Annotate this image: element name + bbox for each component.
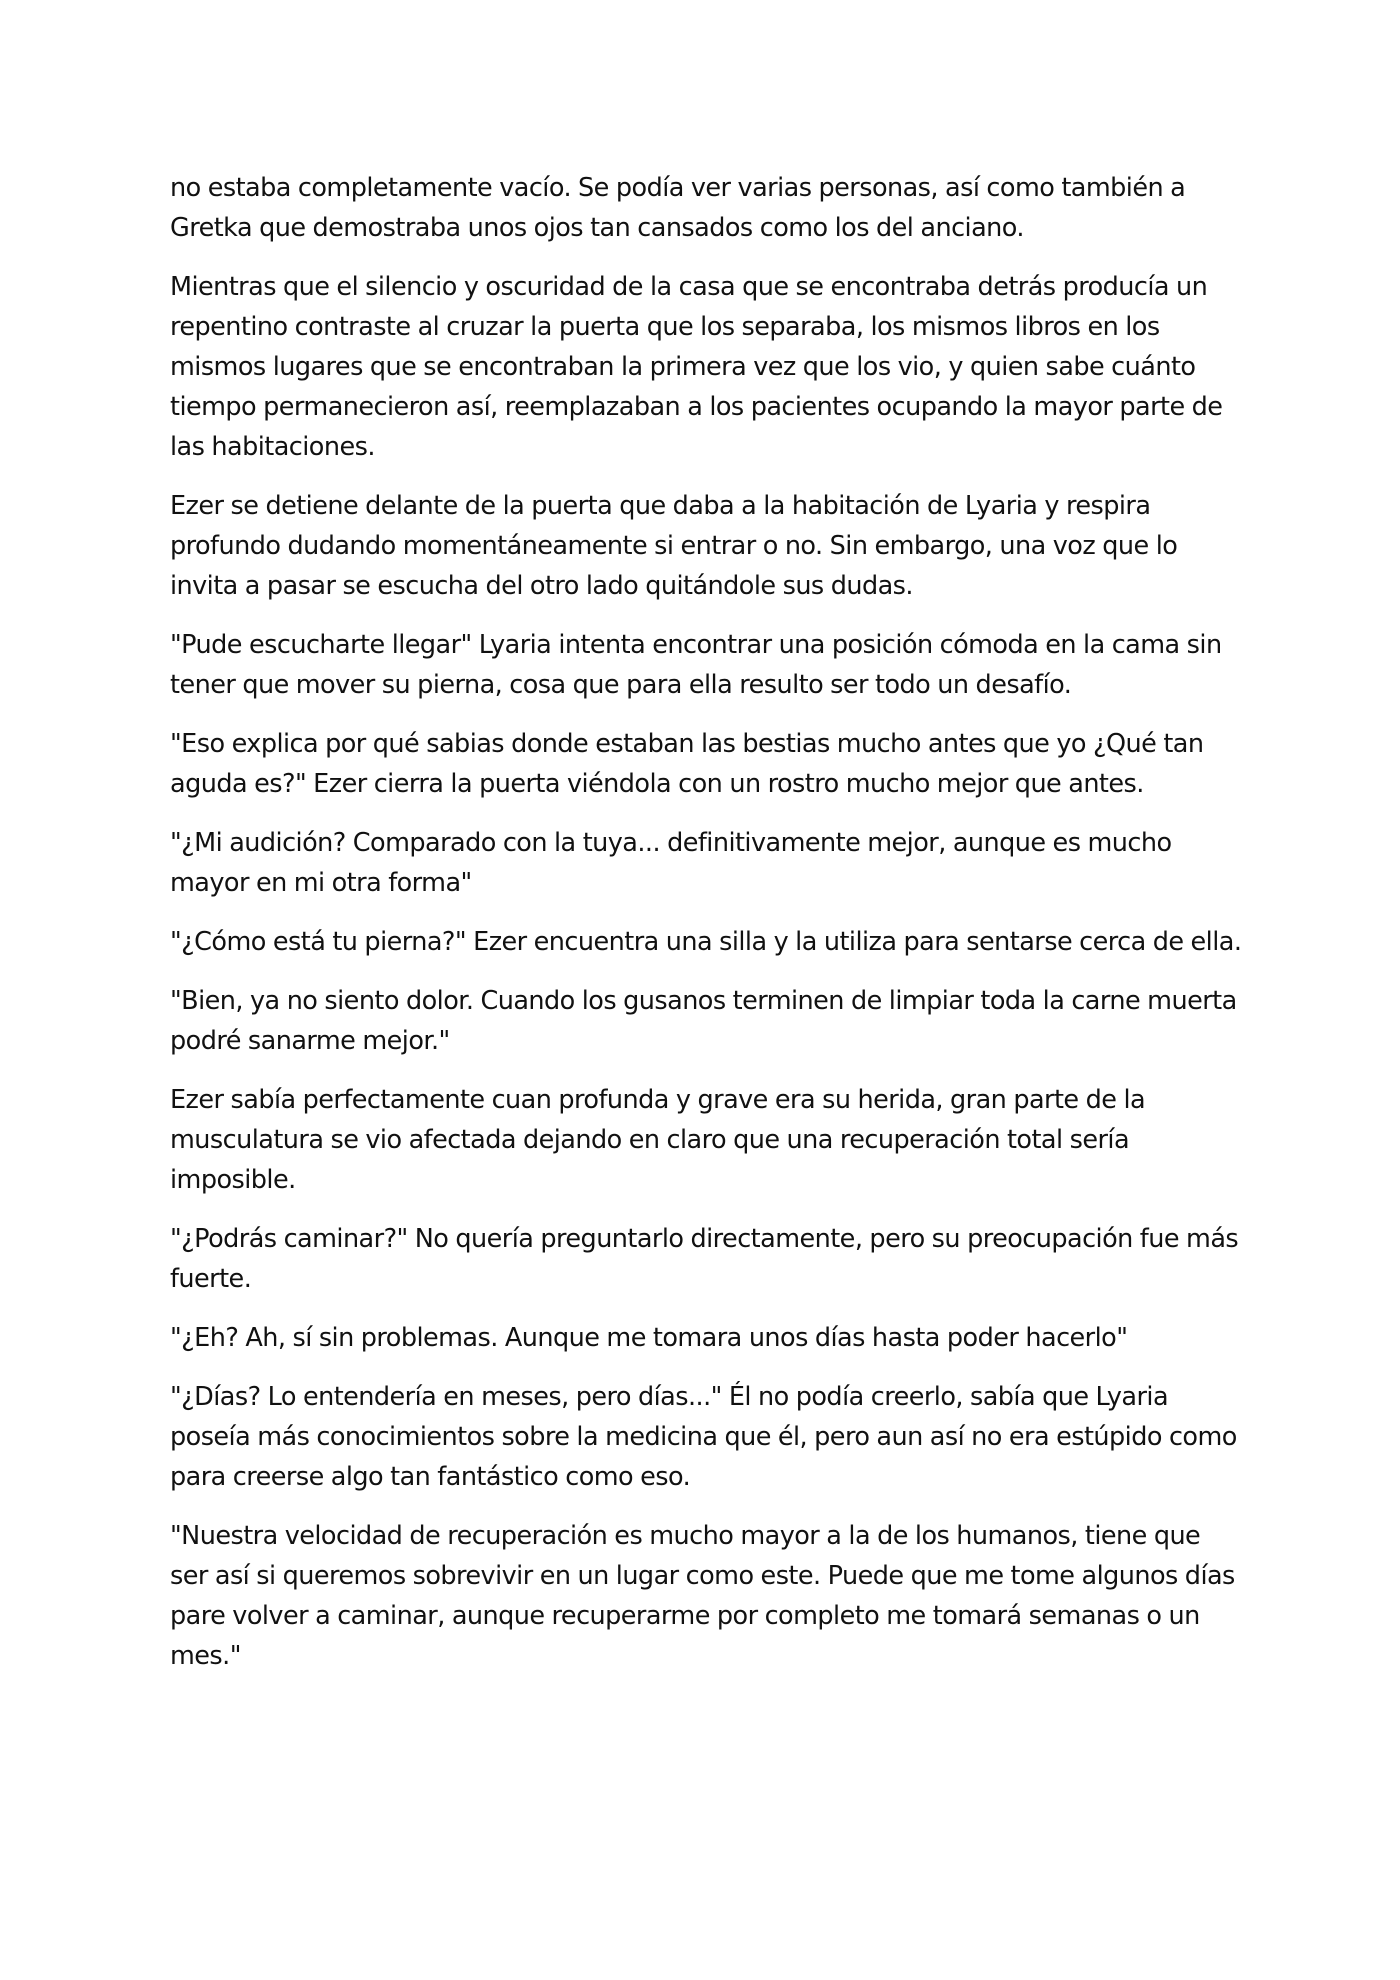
paragraph: "Bien, ya no siento dolor. Cuando los gusanos terminen de limpiar toda la carne muerta podré sanarme mejor." <box>170 986 1237 1056</box>
paragraph: no estaba completamente vacío. Se podía ver varias personas, así como también a Gretka que demostraba unos ojos tan cansados como los del anciano. <box>170 173 1186 243</box>
paragraph: "¿Eh? Ah, sí sin problemas. Aunque me tomara unos días hasta poder hacerlo" <box>170 1323 1128 1353</box>
paragraph: "¿Días? Lo entendería en meses, pero días..." Él no podía creerlo, sabía que Lyaria poseía más conocimientos sobre la medicina que él, pero aun así no era estúpido como para creerse algo tan fantástico como eso. <box>170 1382 1237 1492</box>
document-body <box>170 168 1245 1695</box>
paragraph: "Pude escucharte llegar" Lyaria intenta encontrar una posición cómoda en la cama sin tener que mover su pierna, cosa que para ella resulto ser todo un desafío. <box>170 630 1222 700</box>
paragraph: "Nuestra velocidad de recuperación es mucho mayor a la de los humanos, tiene que ser así si queremos sobrevivir en un lugar como este. Puede que me tome algunos días pare volver a caminar, aunque recuperarme por completo me tomará semanas o un mes." <box>170 1521 1235 1671</box>
paragraph: "¿Mi audición? Comparado con la tuya... definitivamente mejor, aunque es mucho mayor en mi otra forma" <box>170 828 1172 898</box>
paragraph: "¿Podrás caminar?" No quería preguntarlo directamente, pero su preocupación fue más fuerte. <box>170 1224 1239 1294</box>
paragraph: Mientras que el silencio y oscuridad de la casa que se encontraba detrás producía un repentino contraste al cruzar la puerta que los separaba, los mismos libros en los mismos lugares que se encontraban la primera vez que los vio, y quien sabe cuánto tiempo permanecieron así, reemplazaban a los pacientes ocupando la mayor parte de las habitaciones. <box>170 272 1223 462</box>
paragraph: "¿Cómo está tu pierna?" Ezer encuentra una silla y la utiliza para sentarse cerca de ella. <box>170 927 1242 957</box>
paragraph: "Eso explica por qué sabias donde estaban las bestias mucho antes que yo ¿Qué tan aguda es?" Ezer cierra la puerta viéndola con un rostro mucho mejor que antes. <box>170 729 1204 799</box>
paragraph: Ezer se detiene delante de la puerta que daba a la habitación de Lyaria y respira profundo dudando momentáneamente si entrar o no. Sin embargo, una voz que lo invita a pasar se escucha del otro lado quitándole sus dudas. <box>170 491 1178 601</box>
paragraph: Ezer sabía perfectamente cuan profunda y grave era su herida, gran parte de la musculatura se vio afectada dejando en claro que una recuperación total sería imposible. <box>170 1085 1146 1195</box>
